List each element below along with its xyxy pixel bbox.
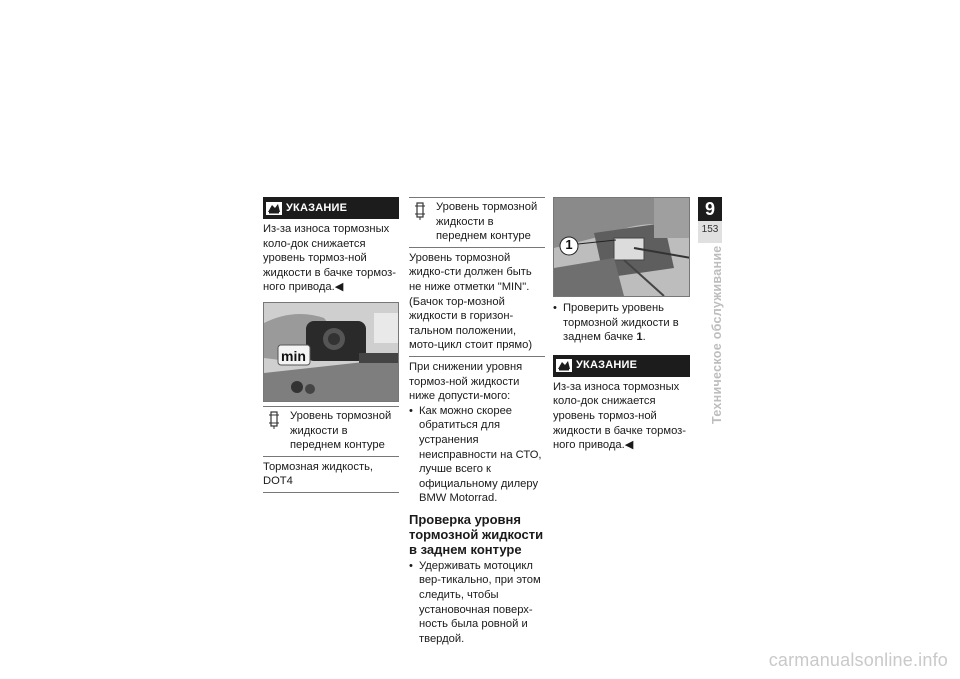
bullet-list-3 <box>553 301 690 345</box>
chapter-number: 9 <box>704 199 715 219</box>
warning-title-2: УКАЗАНИЕ <box>576 359 638 372</box>
figure-label-min: min <box>281 347 306 364</box>
list-item: • Проверить уровень тормозной жидкости в заднем бачке 1. <box>553 301 690 345</box>
bullet-list-2 <box>409 559 545 647</box>
column-2 <box>409 197 545 646</box>
warning-icon <box>556 359 572 373</box>
warning-header-2 <box>553 355 690 377</box>
front-reservoir-figure <box>263 302 399 402</box>
bullet-list-1 <box>409 404 545 506</box>
warning-icon <box>266 201 282 215</box>
column-3 <box>553 197 690 453</box>
spec-title-2: Уровень тормозной жидкости в переднем контуре <box>436 201 538 243</box>
watermark: carmanualsonline.info <box>768 650 948 670</box>
column-1 <box>263 197 399 493</box>
page-number: 153 <box>701 224 719 235</box>
spec-header <box>263 407 399 456</box>
chapter-marker <box>698 197 722 243</box>
gauge-icon <box>267 410 281 430</box>
list-item: • Удерживать мотоцикл вер-тикально, при этом следить, чтобы установочная поверх-ность была ровной и твердой. <box>409 559 545 647</box>
end-mark: ◀ <box>334 281 344 294</box>
gauge-icon <box>413 201 427 221</box>
paragraph: При снижении уровня тормоз-ной жидкости ниже допусти-мого: <box>409 360 523 403</box>
rear-reservoir-figure <box>553 197 690 297</box>
spec-block <box>263 406 399 493</box>
spec-value: Тормозная жидкость, DOT4 <box>263 456 399 492</box>
warning-header <box>263 197 399 219</box>
warning-text: Из-за износа тормозных коло-док снижается уровень тормоз-ной жидкости в бачке тормоз-ного привода.◀ <box>263 223 397 294</box>
spec-header-2 <box>409 198 545 247</box>
section-heading: Проверка уровня тормозной жидкости в заднем контуре <box>409 511 544 557</box>
end-mark: ◀ <box>624 439 634 452</box>
warning-text-2: Из-за износа тормозных коло-док снижается уровень тормоз-ной жидкости в бачке тормоз-ного привода.◀ <box>553 380 687 452</box>
spec-block-2 <box>409 197 545 357</box>
figure-label-1: 1 <box>565 237 573 252</box>
spec-value-2: Уровень тормозной жидко-сти должен быть не ниже отметки "MIN". (Бачок тор-мозной жидкости в горизон-тальном положении, мото-цикл стоит прямо) <box>409 247 545 356</box>
warning-title: УКАЗАНИЕ <box>286 201 348 214</box>
chapter-side-title: Техническое обслуживание <box>710 245 724 424</box>
spec-title: Уровень тормозной жидкости в переднем контуре <box>290 409 392 452</box>
list-item: • Как можно скорее обратиться для устранения неисправности на СТО, лучше всего к официальному дилеру BMW Motorrad. <box>409 404 545 506</box>
